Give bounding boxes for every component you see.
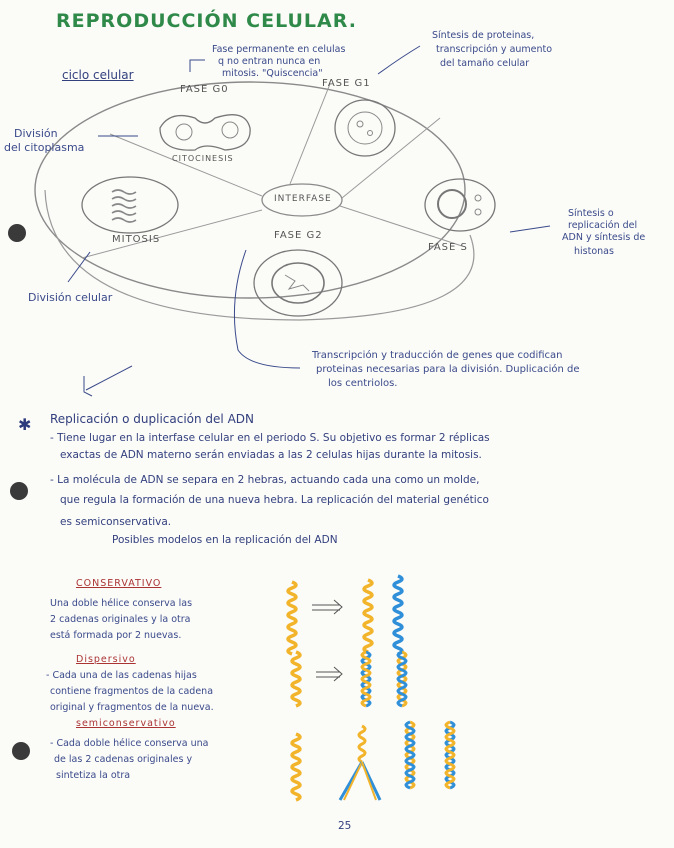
semi-text-1: - Cada doble hélice conserva una (50, 738, 209, 749)
g2-note-3: los centriolos. (328, 378, 398, 389)
fase-g0-note-2: q no entran nunca en (218, 56, 321, 67)
modelos-heading: Posibles modelos en la replicación del ADN (112, 534, 338, 546)
g2-note-2: proteinas necesarias para la división. Duplicación de (316, 364, 580, 375)
fase-g2-label: FASE G2 (274, 230, 323, 241)
citocinesis-cell (160, 115, 250, 150)
bullet1-line2: exactas de ADN materno serán enviadas a las 2 celulas hijas durante la mitosis. (60, 449, 482, 461)
fase-s-note-2: replicación del (568, 220, 638, 231)
interfase-label: INTERFASE (274, 194, 332, 204)
fase-g0-label: FASE G0 (180, 84, 229, 95)
fase-g1-note-1: Síntesis de proteinas, (432, 30, 535, 41)
replicacion-heading: Replicación o duplicación del ADN (50, 412, 254, 426)
fase-g0-note-3: mitosis. "Quiscencia" (222, 68, 323, 79)
fase-g1-label: FASE G1 (322, 78, 371, 89)
semi-text-2: de las 2 cadenas originales y (54, 754, 193, 765)
mitosis-label: MITOSIS (112, 234, 161, 245)
fase-g0-note-1: Fase permanente en celulas (212, 44, 346, 55)
g1-cell (335, 100, 395, 156)
page-number: 25 (338, 820, 352, 832)
ciclo-celular-label: ciclo celular (62, 68, 134, 82)
semi-text-3: sintetiza la otra (56, 770, 131, 781)
s-phase-cell (425, 179, 495, 231)
semiconservativo-model (292, 722, 454, 800)
fase-s-note-4: histonas (574, 246, 614, 257)
dispersivo-heading: Dispersivo (76, 654, 136, 665)
conservativo-text-2: 2 cadenas originales y la otra (50, 614, 191, 625)
cycle-ellipse (35, 82, 465, 298)
bullet2-line1: - La molécula de ADN se separa en 2 hebras, actuando cada una como un molde, (50, 474, 480, 486)
division-celular-label: División celular (28, 291, 113, 304)
svg-text:✱: ✱ (18, 415, 32, 434)
g2-note-1: Transcripción y traducción de genes que codifican (312, 350, 563, 361)
fase-s-label: FASE S (428, 242, 468, 253)
bullet1-line1: - Tiene lugar en la interfase celular en el periodo S. Su objetivo es formar 2 réplicas (50, 432, 490, 444)
mitosis-cell (82, 177, 178, 233)
conservativo-text-3: está formada por 2 nuevas. (50, 630, 182, 641)
fase-g1-note-3: del tamaño celular (440, 58, 530, 69)
division-citoplasma-2: del citoplasma (4, 141, 85, 154)
semiconservativo-heading: semiconservativo (76, 718, 176, 729)
dispersivo-text-2: contiene fragmentos de la cadena (50, 686, 214, 697)
citocinesis-label: CITOCINESIS (172, 154, 234, 163)
division-citoplasma-1: División (14, 127, 58, 140)
bullet2-line3: es semiconservativa. (60, 516, 172, 528)
dispersivo-text-1: - Cada una de las cadenas hijas (46, 670, 197, 681)
conservativo-model (288, 576, 402, 654)
fase-s-note-3: ADN y síntesis de (562, 232, 646, 243)
fase-g1-note-2: transcripción y aumento (436, 44, 553, 55)
g2-cell (254, 250, 342, 316)
conservativo-heading: CONSERVATIVO (76, 578, 162, 589)
fase-s-note-1: Síntesis o (568, 208, 614, 219)
dispersivo-model (292, 652, 406, 706)
conservativo-text-1: Una doble hélice conserva las (50, 598, 193, 609)
bullet2-line2: que regula la formación de una nueva hebra. La replicación del material genético (60, 494, 489, 506)
page-title: REPRODUCCIÓN CELULAR. (56, 10, 357, 32)
dispersivo-text-3: original y fragmentos de la nueva. (50, 702, 214, 713)
